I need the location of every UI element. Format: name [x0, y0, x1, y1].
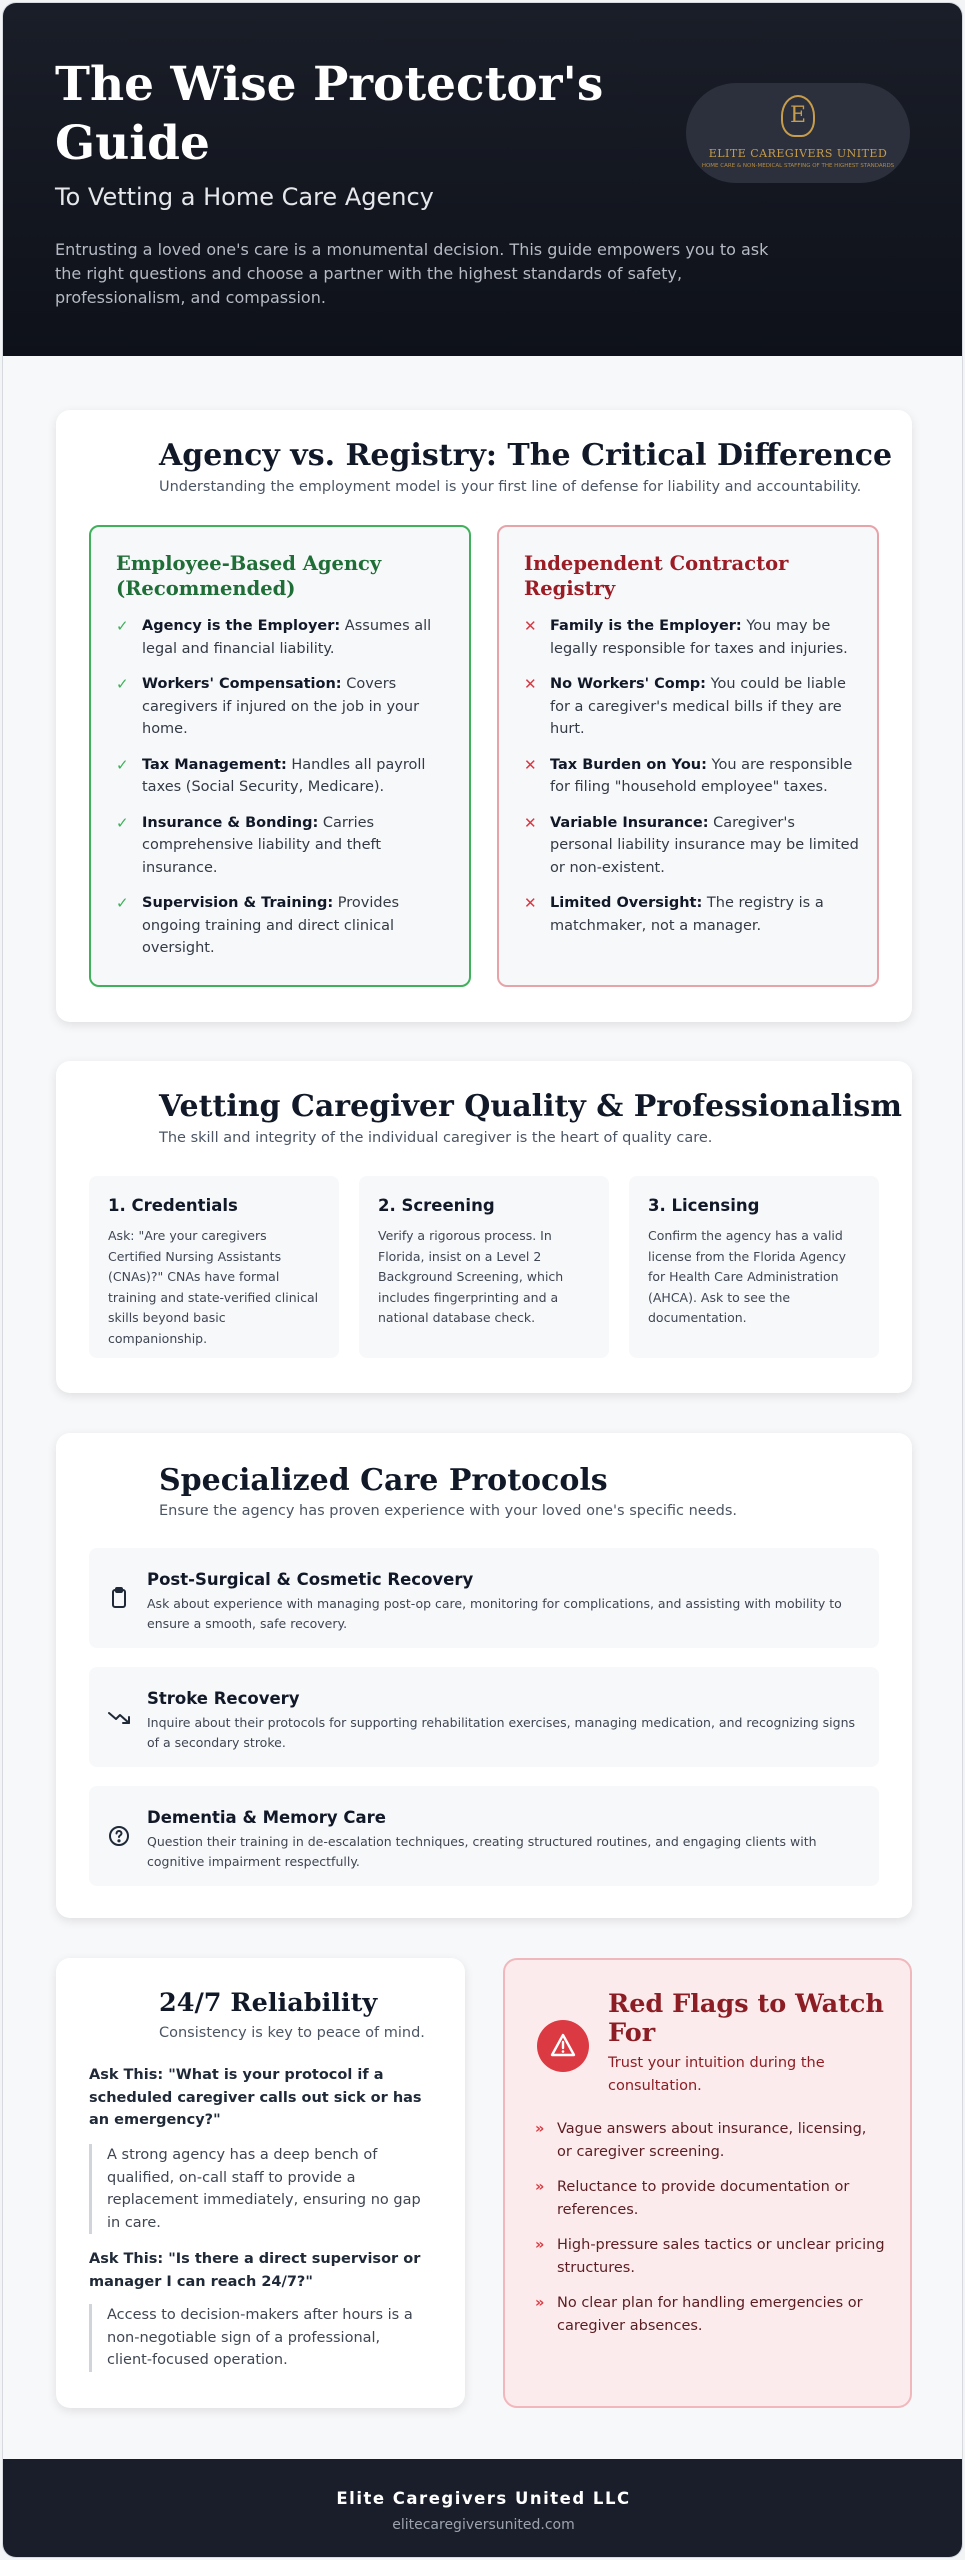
list-item: ✕ Tax Burden on You: You are responsible for filing "household employee" taxes. [524, 755, 853, 795]
list-item: ✕ Limited Oversight: The registry is a matchmaker, not a manager. [524, 894, 824, 934]
chevron-right-icon: » [535, 2295, 545, 2311]
comparison-card [56, 410, 912, 1022]
protocol-text: Inquire about their protocols for supporting rehabilitation exercises, managing medication, and recognizing signs of a secondary stroke. [147, 1715, 856, 1750]
question-circle-icon [107, 1824, 131, 1848]
protocols-lead: Ensure the agency has proven experience with your loved one's specific needs. [159, 1503, 737, 1519]
question-2: Ask This: "Is there a direct supervisor or manager I can reach 24/7?" [89, 2251, 421, 2290]
list-item: ✓ Tax Management: Handles all payroll taxes (Social Security, Medicare). [116, 755, 426, 795]
cross-icon: ✕ [524, 617, 537, 635]
box-title: 3. Licensing [648, 1196, 760, 1215]
page-subtitle: To Vetting a Home Care Agency [55, 183, 434, 211]
list-item: ✕ Variable Insurance: Caregiver's personal liability insurance may be limited or non-existent. [524, 813, 859, 876]
protocol-text: Question their training in de-escalation techniques, creating structured routines, and engaging clients with cognitive impairment respectfully. [147, 1834, 817, 1869]
reliability-title: 24/7 Reliability [159, 1988, 378, 2018]
comparison-title: Agency vs. Registry: The Critical Difference [159, 438, 893, 473]
agency-column [89, 525, 471, 987]
list-item: ✓ Insurance & Bonding: Carries comprehensive liability and theft insurance. [116, 813, 382, 876]
red-flags-title: Red Flags to Watch For [608, 1989, 884, 2048]
header [3, 3, 963, 356]
box-title: 1. Credentials [108, 1196, 238, 1215]
box-text: Verify a rigorous process. In Florida, insist on a Level 2 Background Screening, which includes fingerprinting and a national database check. [378, 1228, 564, 1325]
page [2, 2, 963, 2558]
cross-icon: ✕ [524, 755, 537, 774]
protocol-title: Post-Surgical & Cosmetic Recovery [147, 1570, 474, 1589]
list-item: » Vague answers about insurance, licensing, or caregiver screening. [535, 2118, 885, 2163]
check-icon: ✓ [116, 755, 129, 774]
box-text: Ask: "Are your caregivers Certified Nursing Assistants (CNAs)?" CNAs have formal training and state-verified clinical skills beyond basic companionship. [108, 1228, 319, 1346]
registry-title: Independent Contractor Registry [524, 552, 789, 600]
cross-icon: ✕ [524, 675, 537, 693]
protocol-item [89, 1667, 879, 1767]
list-item: » No clear plan for handling emergencies or caregiver absences. [535, 2292, 885, 2337]
trending-down-icon [107, 1705, 131, 1729]
company-logo [686, 83, 910, 183]
screening-box [359, 1176, 609, 1358]
agency-list [116, 615, 451, 973]
list-item: ✓ Workers' Compensation: Covers caregivers if injured on the job in your home. [116, 675, 420, 737]
list-item: ✕ Family is the Employer: You may be legally responsible for taxes and injuries. [524, 617, 848, 657]
chevron-right-icon: » [535, 2179, 545, 2195]
check-icon: ✓ [116, 813, 129, 832]
footer [3, 2459, 963, 2558]
box-title: 2. Screening [378, 1196, 495, 1215]
quality-lead: The skill and integrity of the individual caregiver is the heart of quality care. [159, 1130, 713, 1146]
list-item: ✓ Agency is the Employer: Assumes all legal and financial liability. [116, 617, 432, 657]
registry-column [497, 525, 879, 987]
quality-card [56, 1061, 912, 1393]
answer-2: Access to decision-makers after hours is a non-negotiable sign of a professional, client-focused operation. [89, 2304, 429, 2372]
box-text: Confirm the agency has a valid license from the Florida Agency for Health Care Administration (AHCA). Ask to see the documentation. [648, 1228, 847, 1325]
protocol-text: Ask about experience with managing post-op care, monitoring for complications, and assisting with mobility to ensure a smooth, safe recovery. [147, 1596, 842, 1631]
protocol-item [89, 1786, 879, 1886]
quality-title: Vetting Caregiver Quality & Professionalism [159, 1089, 902, 1124]
protocol-item [89, 1548, 879, 1648]
list-item: » High-pressure sales tactics or unclear pricing structures. [535, 2234, 885, 2279]
registry-list [524, 615, 859, 950]
licensing-box [629, 1176, 879, 1358]
list-item: » Reluctance to provide documentation or references. [535, 2176, 885, 2221]
protocol-title: Stroke Recovery [147, 1689, 300, 1708]
list-item: ✓ Supervision & Training: Provides ongoing training and direct clinical oversight. [116, 894, 400, 956]
protocol-title: Dementia & Memory Care [147, 1808, 386, 1827]
list-item: ✕ No Workers' Comp: You could be liable for a caregiver's medical bills if they are hurt. [524, 675, 846, 737]
logo-name: ELITE CAREGIVERS UNITED [708, 147, 888, 160]
check-icon: ✓ [116, 617, 129, 635]
page-title: The Wise Protector's Guide [55, 57, 604, 171]
logo-emblem: E [781, 95, 815, 137]
cross-icon: ✕ [524, 894, 537, 912]
chevron-right-icon: » [535, 2121, 545, 2137]
question-1: Ask This: "What is your protocol if a scheduled caregiver calls out sick or has an emergency?" [89, 2067, 422, 2128]
red-flags-lead: Trust your intuition during the consultation. [608, 2055, 825, 2094]
clipboard-icon [107, 1586, 131, 1610]
warning-icon [537, 2020, 589, 2072]
footer-link[interactable]: elitecaregiversunited.com [392, 2517, 575, 2533]
check-icon: ✓ [116, 894, 129, 912]
cross-icon: ✕ [524, 813, 537, 832]
reliability-card [56, 1958, 465, 2408]
protocols-card [56, 1433, 912, 1918]
agency-title: Employee-Based Agency (Recommended) [116, 552, 382, 600]
red-flags-card [503, 1958, 912, 2408]
logo-tagline: HOME CARE & NON-MEDICAL STAFFING OF THE HIGHEST STANDARDS [701, 163, 895, 169]
reliability-lead: Consistency is key to peace of mind. [159, 2025, 425, 2041]
check-icon: ✓ [116, 675, 129, 693]
intro-text: Entrusting a loved one's care is a monumental decision. This guide empowers you to ask the right questions and choose a partner with the highest standards of safety, professionalism, and compassion. [55, 240, 769, 307]
red-flags-list [535, 2118, 885, 2350]
comparison-lead: Understanding the employment model is your first line of defense for liability and accountability. [159, 479, 862, 495]
answer-1: A strong agency has a deep bench of qualified, on-call staff to provide a replacement immediately, ensuring no gap in care. [89, 2144, 429, 2234]
footer-company: Elite Caregivers United LLC [336, 2489, 631, 2508]
chevron-right-icon: » [535, 2237, 545, 2253]
protocols-title: Specialized Care Protocols [159, 1463, 608, 1498]
credentials-box [89, 1176, 339, 1358]
